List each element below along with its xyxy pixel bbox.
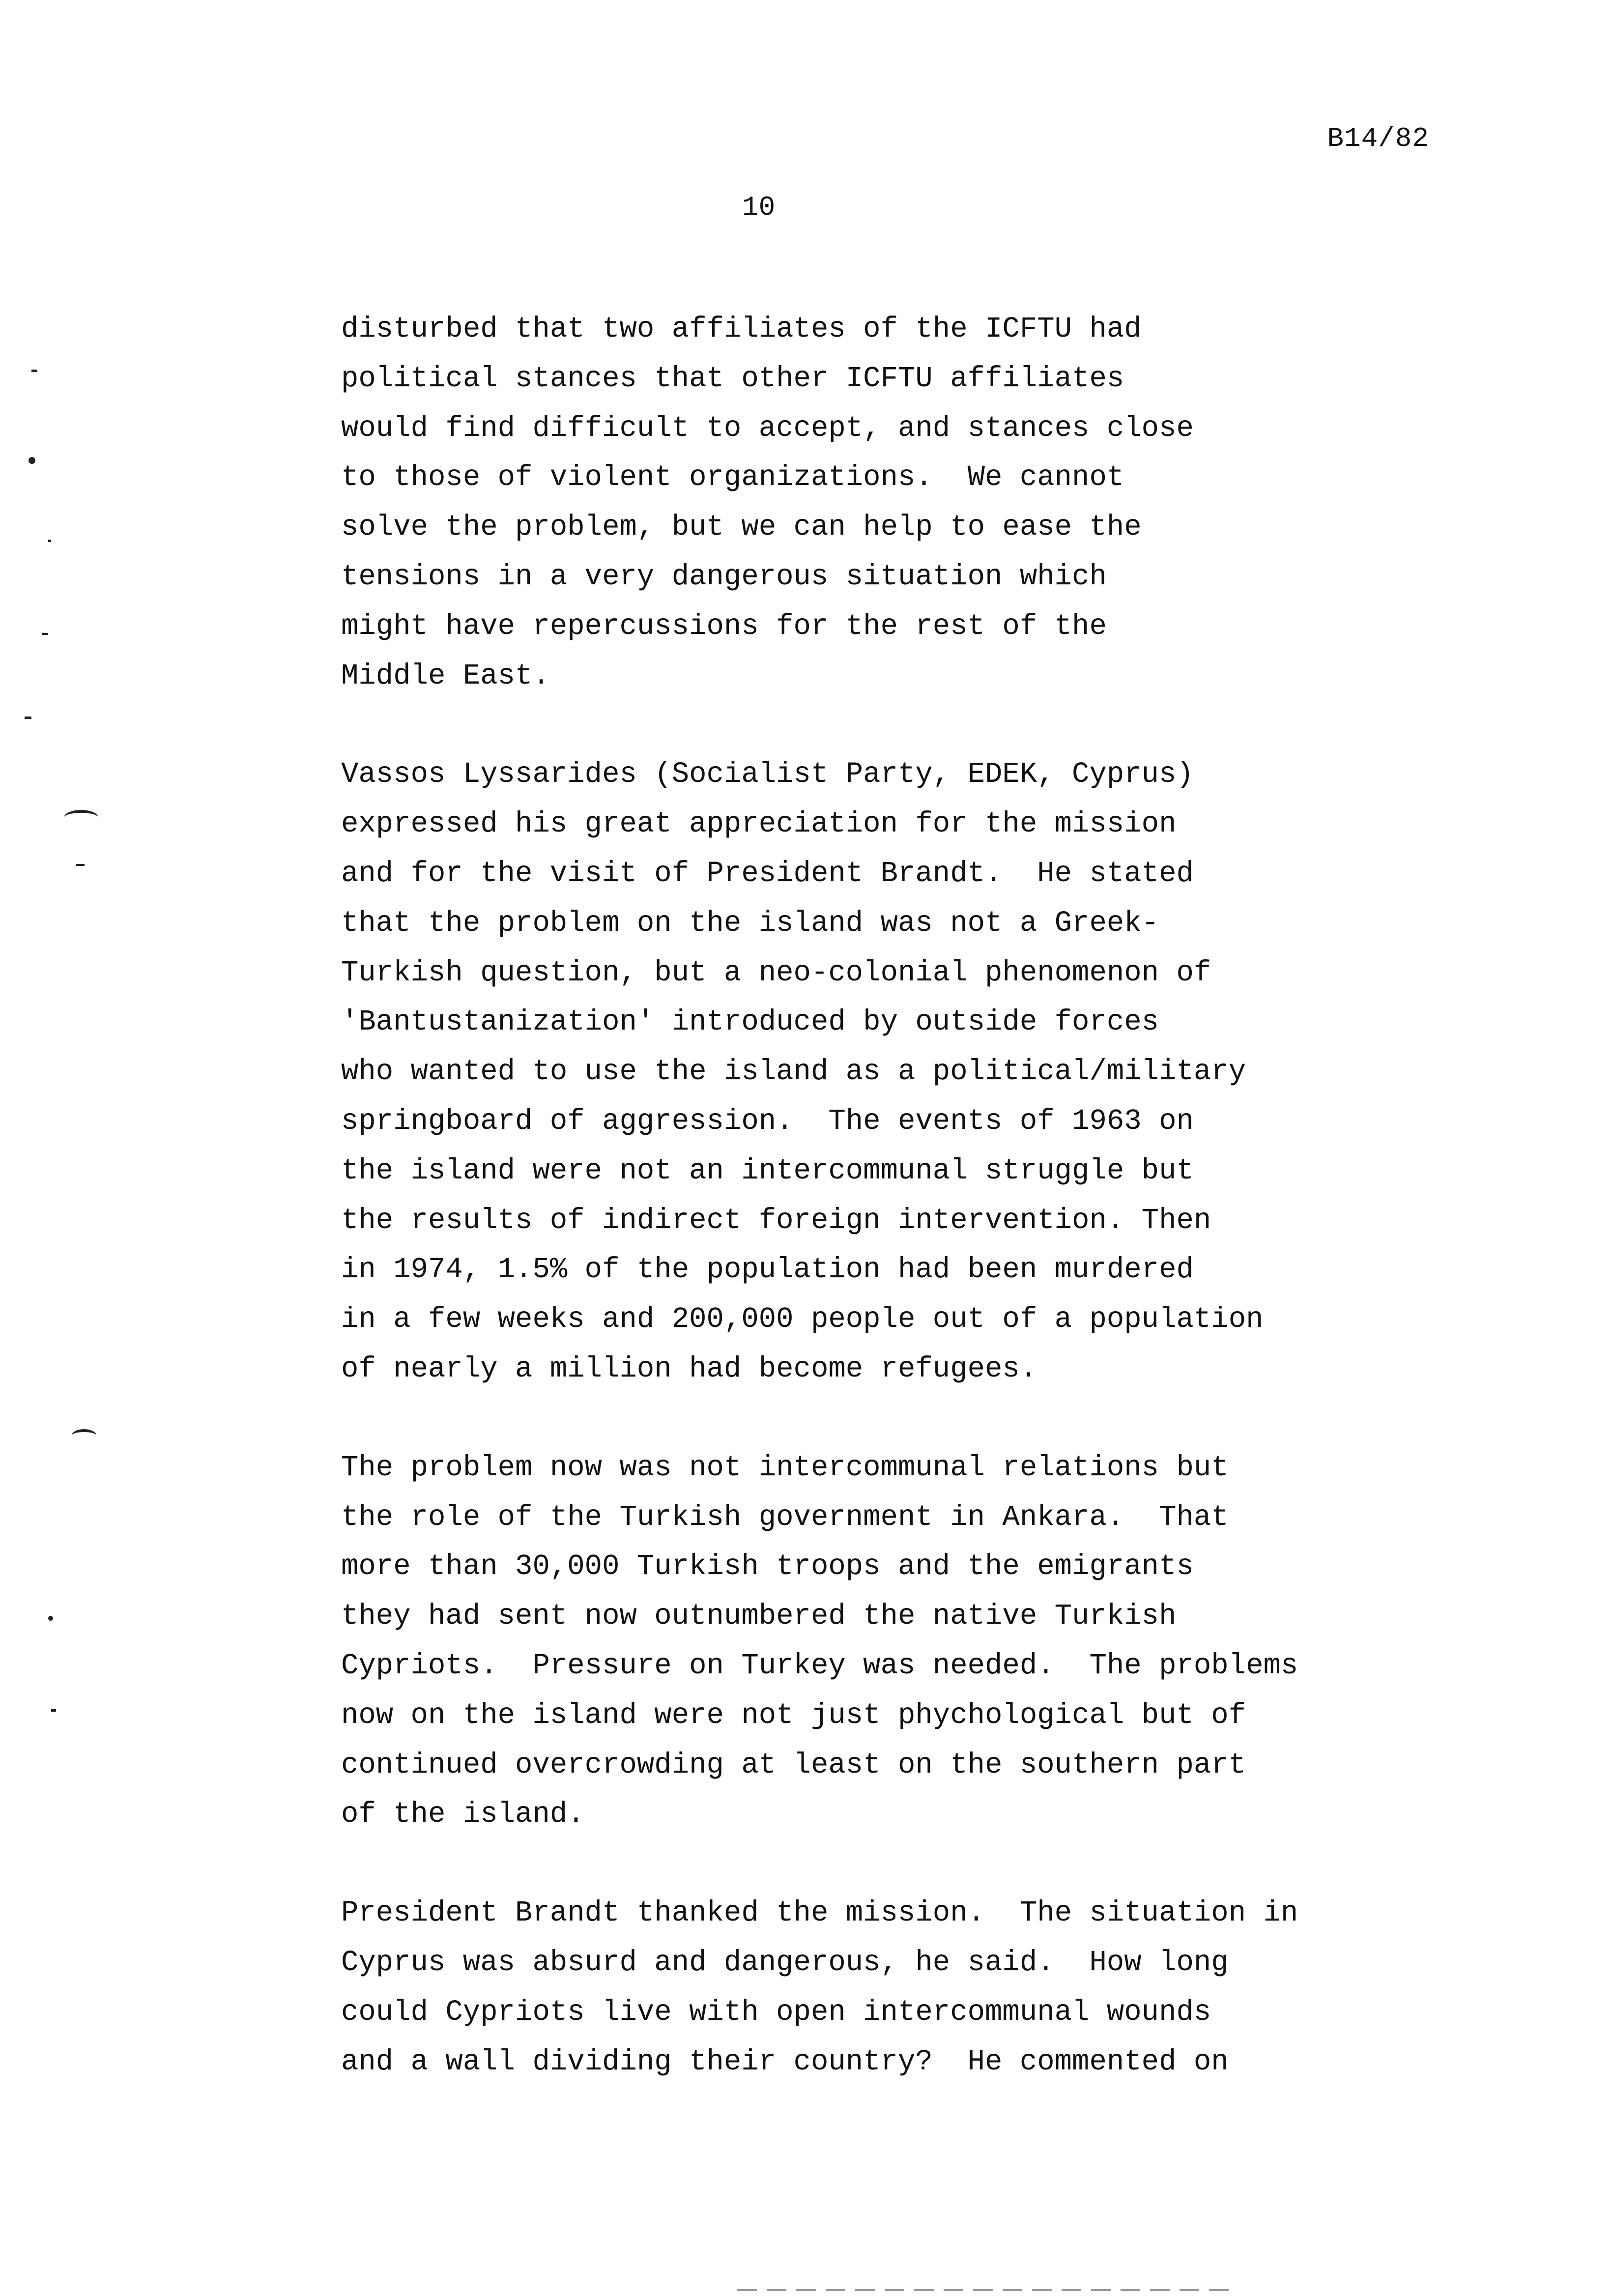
text-line: that the problem on the island was not a Greek- <box>341 906 1159 940</box>
text-line: expressed his great appreciation for the mission <box>341 807 1177 841</box>
text-line: now on the island were not just phychological but of <box>341 1698 1246 1732</box>
paragraph-3 <box>341 1443 1471 1839</box>
text-line: of the island. <box>341 1798 585 1831</box>
paragraph-4 <box>341 1889 1471 2087</box>
margin-dot <box>48 1616 53 1621</box>
text-line: Cyprus was absurd and dangerous, he said. How long <box>341 1946 1229 1979</box>
margin-arc <box>72 1429 96 1442</box>
text-line: Turkish question, but a neo-colonial phenomenon of <box>341 956 1211 989</box>
margin-mark <box>76 864 85 866</box>
paragraph-2 <box>341 750 1471 1394</box>
text-line: political stances that other ICFTU affiliates <box>341 362 1124 395</box>
text-line: who wanted to use the island as a political/military <box>341 1055 1246 1089</box>
margin-mark <box>48 540 51 542</box>
text-line: tensions in a very dangerous situation which <box>341 560 1107 593</box>
scan-edge-line <box>737 2289 1229 2291</box>
text-line: springboard of aggression. The events of 1963 on <box>341 1104 1194 1138</box>
document-reference: B14/82 <box>1327 123 1429 154</box>
text-line: and for the visit of President Brandt. He stated <box>341 857 1194 890</box>
text-line: in a few weeks and 200,000 people out of a population <box>341 1303 1264 1336</box>
text-line: they had sent now outnumbered the native Turkish <box>341 1600 1177 1633</box>
margin-mark <box>42 633 48 635</box>
page-number: 10 <box>742 192 776 223</box>
margin-mark <box>51 1709 56 1712</box>
margin-mark <box>25 717 31 719</box>
text-line: Cypriots. Pressure on Turkey was needed. The problems <box>341 1649 1298 1682</box>
text-line: disturbed that two affiliates of the ICFTU had <box>341 313 1142 345</box>
text-line: the island were not an intercommunal struggle but <box>341 1154 1194 1187</box>
text-line: Vassos Lyssarides (Socialist Party, EDEK, Cyprus) <box>341 758 1194 791</box>
text-line: solve the problem, but we can help to ease the <box>341 511 1142 544</box>
text-line: would find difficult to accept, and stances close <box>341 411 1194 445</box>
text-line: continued overcrowding at least on the southern part <box>341 1748 1246 1781</box>
text-line: could Cypriots live with open intercommunal wounds <box>341 1995 1211 2029</box>
text-line: might have repercussions for the rest of the <box>341 609 1107 643</box>
text-line: the role of the Turkish government in Ankara. That <box>341 1500 1229 1534</box>
margin-arc <box>64 810 98 826</box>
text-line: more than 30,000 Turkish troops and the emigrants <box>341 1550 1194 1583</box>
text-line: Middle East. <box>341 659 550 692</box>
text-line: the results of indirect foreign intervention. Then <box>341 1204 1211 1237</box>
text-line: and a wall dividing their country? He commented on <box>341 2045 1229 2078</box>
text-line: President Brandt thanked the mission. The situation in <box>341 1896 1298 1930</box>
text-line: of nearly a million had become refugees. <box>341 1352 1037 1385</box>
margin-mark <box>31 370 37 372</box>
text-line: 'Bantustanization' introduced by outside forces <box>341 1005 1159 1039</box>
text-line: in 1974, 1.5% of the population had been murdered <box>341 1253 1194 1287</box>
text-line: to those of violent organizations. We cannot <box>341 461 1124 494</box>
margin-dot <box>29 457 35 464</box>
paragraph-1 <box>341 305 1471 701</box>
text-line: The problem now was not intercommunal relations but <box>341 1451 1229 1484</box>
document-body <box>341 305 1471 2136</box>
